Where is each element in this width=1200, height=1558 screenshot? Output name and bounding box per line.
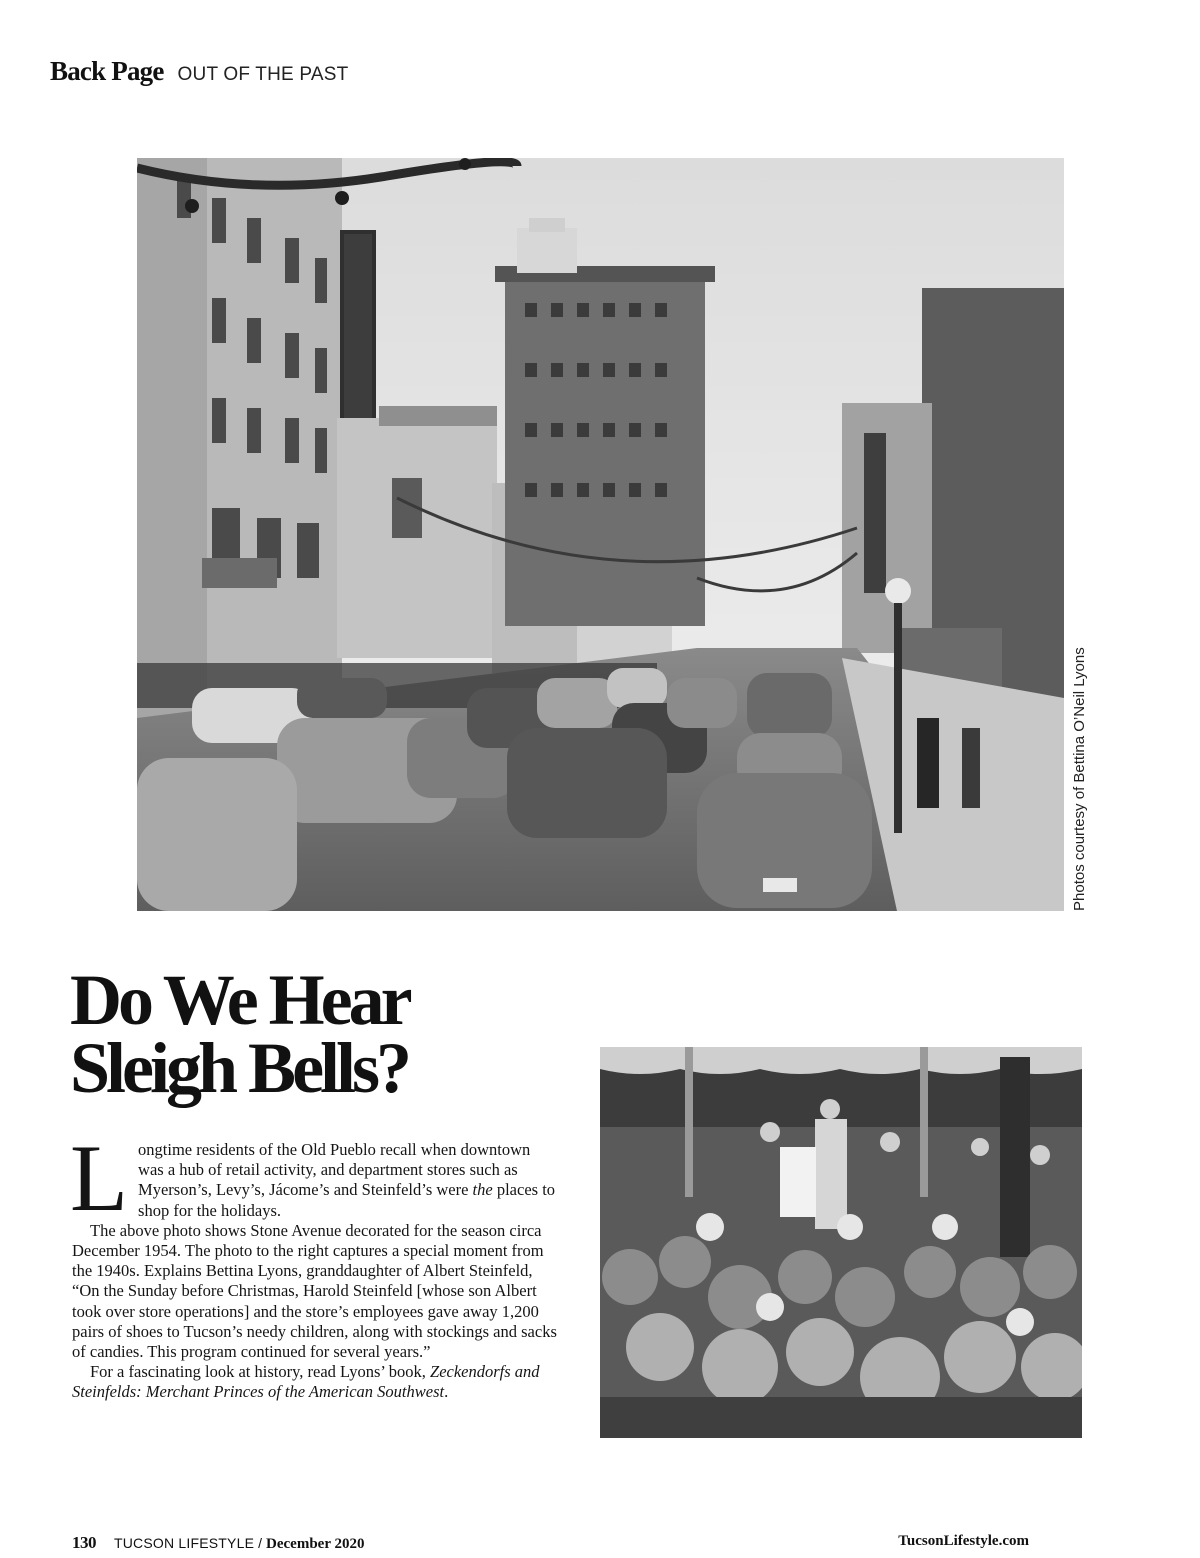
paragraph-3-end: . xyxy=(444,1382,449,1402)
article-headline xyxy=(70,960,590,1108)
section-title: Back Page xyxy=(50,56,164,86)
magazine-name: TUCSON LIFESTYLE xyxy=(114,1535,255,1551)
headline-line-1: Do We Hear xyxy=(70,960,409,1040)
paragraph-3-text: For a fascinating look at history, read Lyons’ book, xyxy=(90,1362,431,1382)
paragraph-1-end: places to shop for the holidays. xyxy=(138,1180,556,1220)
issue-date: December 2020 xyxy=(266,1536,365,1552)
paragraph-1-emphasis: the xyxy=(472,1180,493,1200)
page-number: 130 xyxy=(72,1533,96,1552)
book-title: Zeckendorfs and Steinfelds: Merchant Princes of the American Southwest xyxy=(72,1362,540,1402)
photo-credit: Photos courtesy of Bettina O’Neil Lyons xyxy=(1071,647,1088,911)
footer-separator: / xyxy=(258,1535,263,1551)
shoe-giveaway-photo xyxy=(600,1047,1082,1438)
paragraph-1 xyxy=(70,1125,558,1231)
section-subtitle: OUT OF THE PAST xyxy=(177,64,349,85)
headline-line-2: Sleigh Bells? xyxy=(70,1028,409,1108)
article-body xyxy=(70,1125,558,1403)
drop-cap: L xyxy=(70,1125,129,1231)
paragraph-3 xyxy=(72,1362,558,1402)
page-header xyxy=(50,56,348,87)
website-link[interactable]: TucsonLifestyle.com xyxy=(898,1533,1029,1549)
paragraph-2: The above photo shows Stone Avenue decorated for the season circa December 1954. The photo to the right captures a special moment from the 1940s. Explains Bettina Lyons, granddaughter of Albert Steinfeld, “On the Sunday before Christmas, Harold Steinfeld [whose son Albert took over store operations] and the store’s employees gave away 1,200 pairs of shoes to Tucson’s needy children, along with stockings and sacks of candies. This program continued for several years.” xyxy=(72,1220,557,1362)
stone-avenue-photo xyxy=(137,158,1064,911)
paragraph-1-text: ongtime residents of the Old Pueblo recall when downtown was a hub of retail activity, and department stores such as Myerson’s, Levy’s, Jácome’s and Steinfeld’s were xyxy=(138,1140,531,1200)
page-footer-left xyxy=(72,1533,364,1553)
